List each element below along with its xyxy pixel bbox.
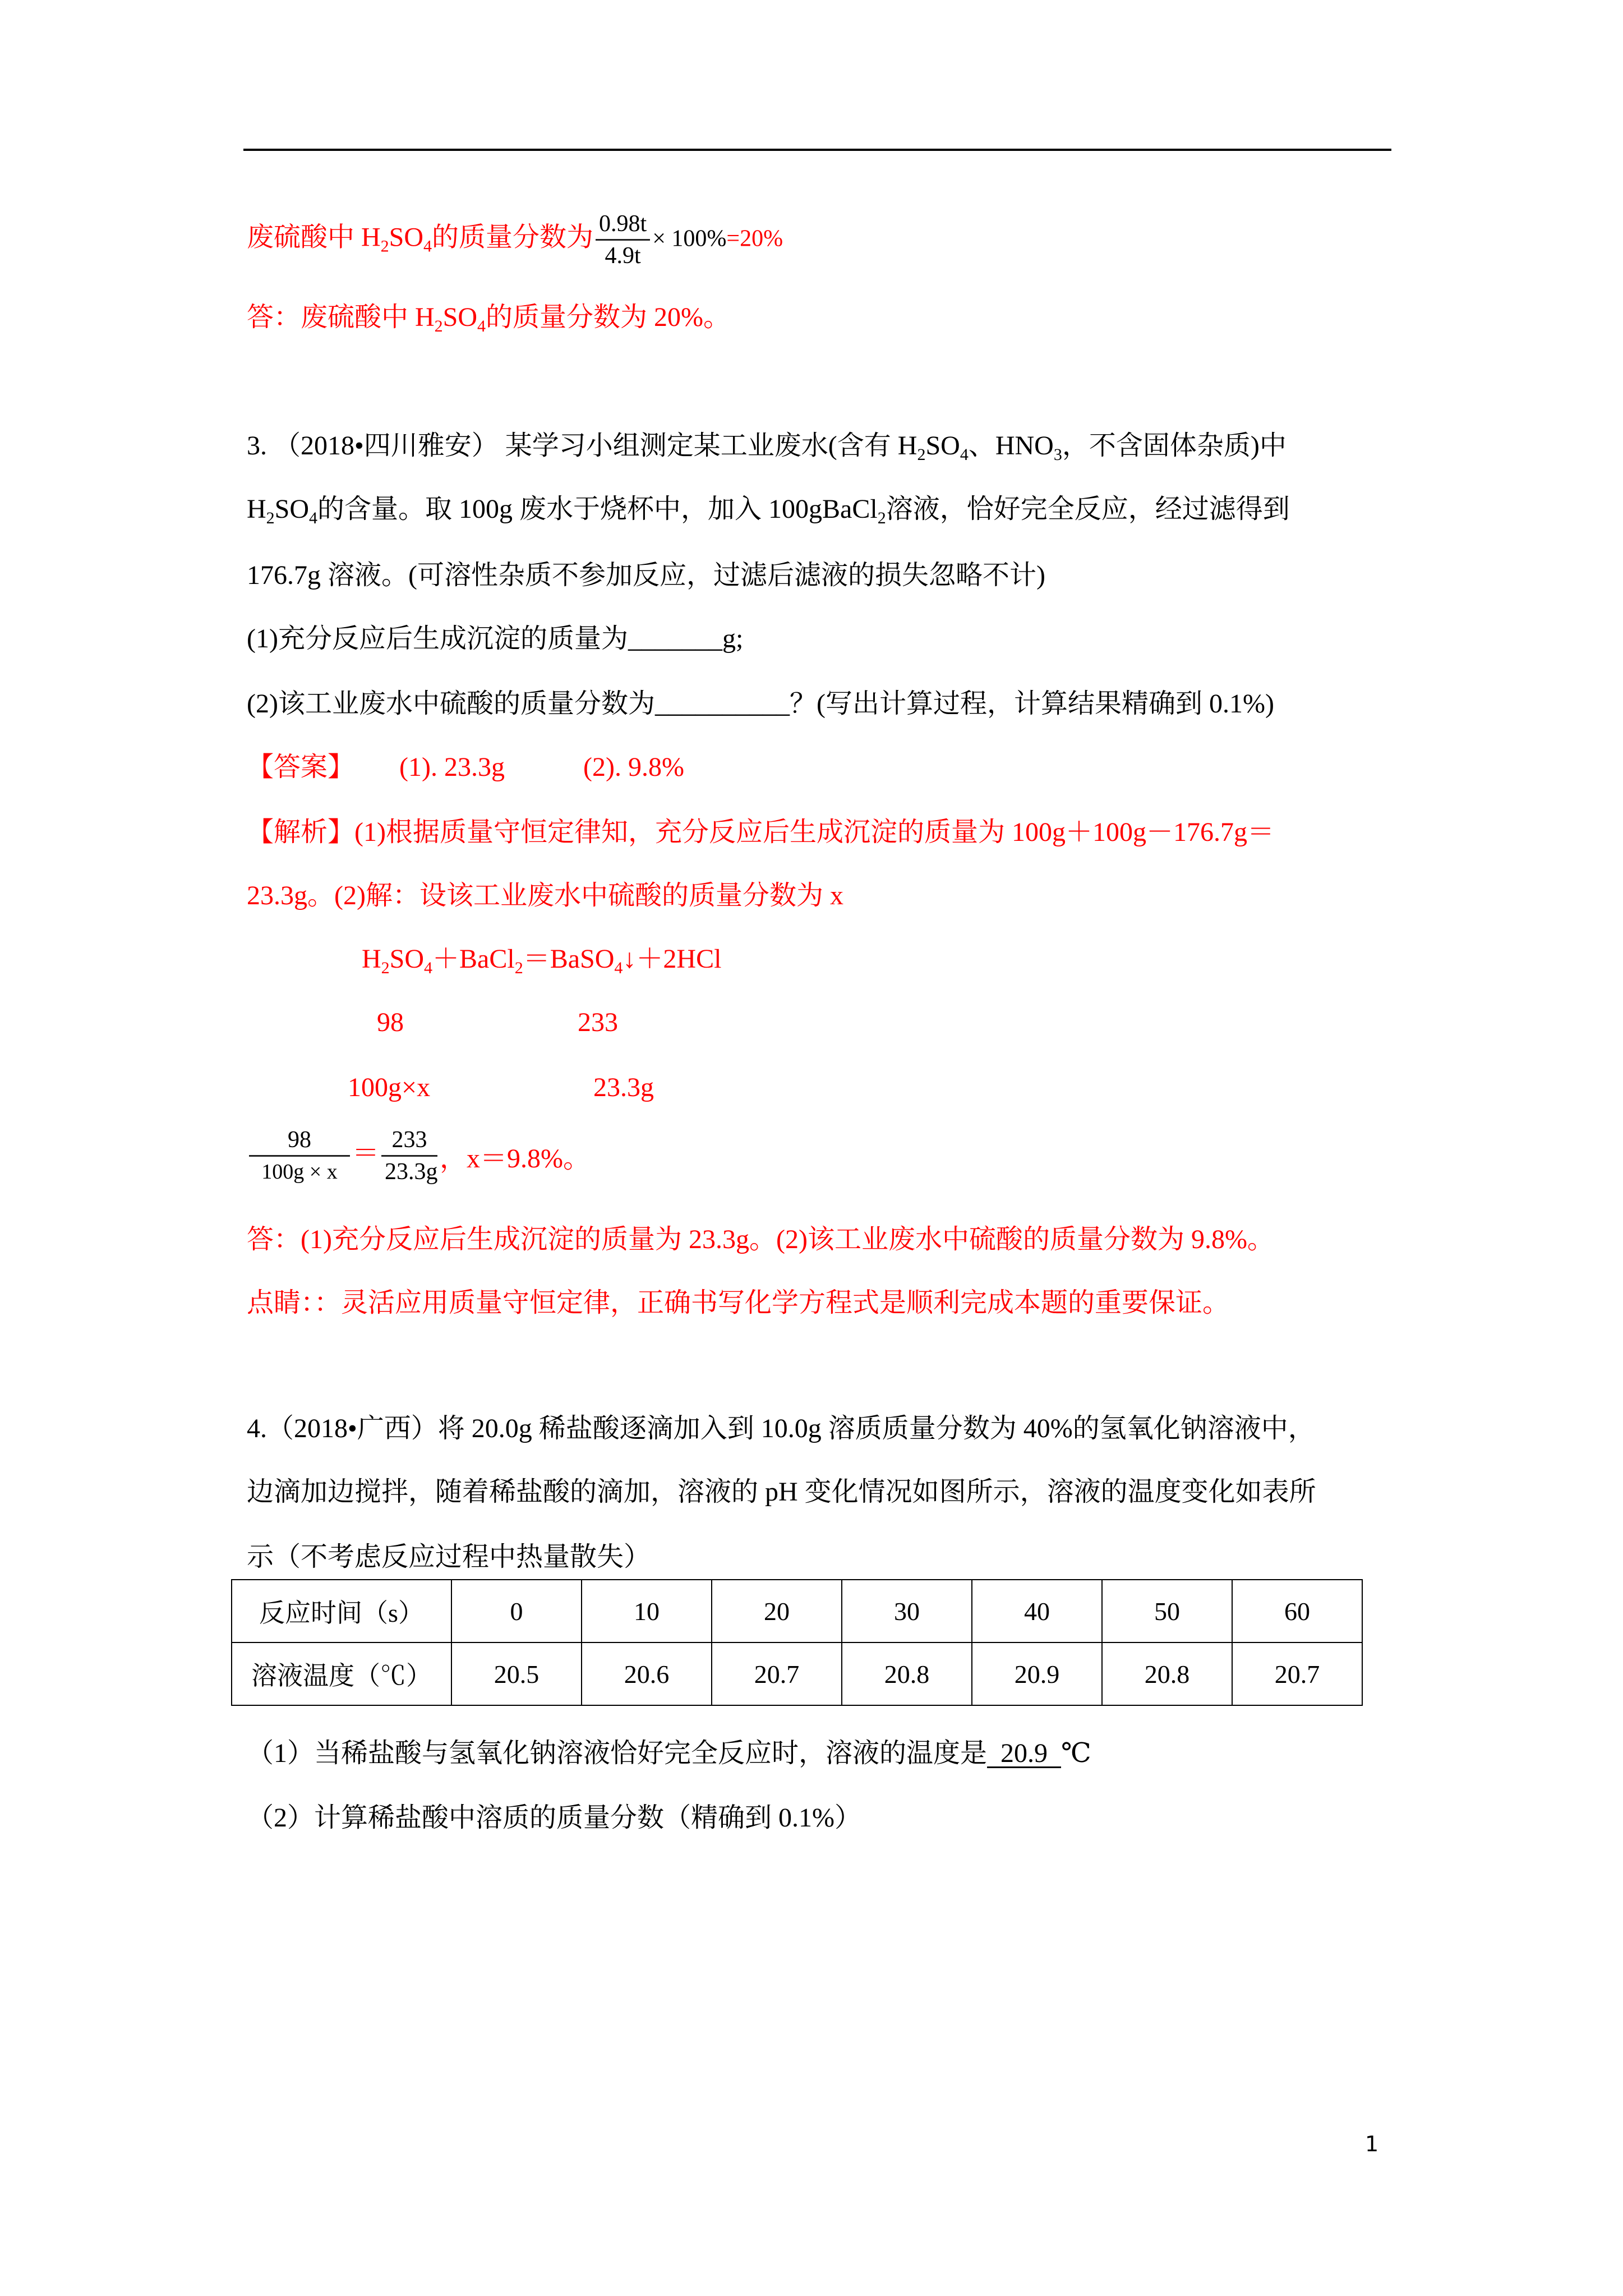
q3-subquestion-1 (247, 622, 743, 656)
solution-result: ，x＝9.8%。 (440, 1144, 591, 1174)
fraction-left (249, 1125, 350, 1187)
table-cell: 40 (972, 1580, 1102, 1642)
row-header: 反应时间（s） (232, 1580, 451, 1642)
q3-analysis-line1 (247, 816, 1274, 849)
q3-analysis-line2: 23.3g。(2)解：设该工业废水中硫酸的质量分数为 x (247, 881, 843, 910)
q4-text: （1）当稀盐酸与氢氧化钠溶液恰好完全反应时，溶液的温度是 (247, 1738, 988, 1768)
table-cell: 20.8 (1102, 1642, 1232, 1705)
q3-stem-line2 (247, 493, 1290, 526)
answer-text: 答：废硫酸中 H (247, 302, 435, 332)
filled-answer: 20.9 (987, 1738, 1062, 1768)
subscript: 4 (614, 959, 623, 977)
answer-part-2: (2). 9.8% (583, 752, 684, 782)
subscript: 2 (266, 509, 275, 527)
answer-text: SO (442, 302, 478, 332)
equation-text: ＋BaCl (432, 944, 515, 974)
calc-text: 的质量分数为 (432, 222, 594, 252)
table-cell: 10 (582, 1580, 712, 1642)
fraction (596, 209, 650, 271)
q3-text: 的含量。取 100g 废水于烧杯中，加入 100gBaCl (317, 494, 878, 524)
subscript: 4 (960, 445, 969, 464)
calc-text: 废硫酸中 H (247, 222, 381, 252)
calc-text: SO (389, 222, 424, 252)
equation-text: H (362, 944, 381, 974)
part1-answer (247, 301, 730, 334)
fraction-denominator: 100g × x (261, 1160, 338, 1184)
q3-tip: 点睛：：灵活应用质量守恒定律，正确书写化学方程式是顺利完成本题的重要保证。 (247, 1288, 1230, 1318)
subscript: 2 (917, 445, 926, 464)
answer-blank: __________ (654, 689, 790, 719)
q3-text: (1)充分反应后生成沉淀的质量为 (247, 624, 628, 654)
table-cell: 20.9 (972, 1642, 1102, 1705)
fraction-numerator: 0.98t (599, 211, 647, 237)
table-row (232, 1580, 1362, 1642)
table-cell: 20.6 (582, 1642, 712, 1705)
table-cell: 0 (451, 1580, 582, 1642)
unit-celsius: ℃ (1061, 1738, 1091, 1768)
subscript: 4 (424, 959, 433, 977)
analysis-label: 【解析】 (247, 817, 355, 847)
subscript: 4 (309, 509, 318, 527)
header-rule (243, 149, 1391, 151)
table-cell: 20.7 (1232, 1642, 1362, 1705)
answer-label: 【答案】 (247, 752, 355, 782)
q3-stem-line1 (247, 429, 1287, 463)
table-cell: 30 (842, 1580, 972, 1642)
q3-text: 、HNO (968, 431, 1054, 461)
answer-blank: _______ (628, 624, 722, 654)
q3-conclusion: 答：(1)充分反应后生成沉淀的质量为 23.3g。(2)该工业废水中硫酸的质量分数为 9.8%。 (247, 1225, 1274, 1254)
page-number: 1 (1365, 2132, 1379, 2156)
calc-result: =20% (726, 226, 783, 252)
q4-stem-line3: 示（不考虑反应过程中热量散失） (247, 1542, 651, 1572)
subscript: 2 (381, 959, 390, 977)
equation-text: SO (389, 944, 425, 974)
q3-answer (247, 751, 684, 784)
chemical-equation (362, 942, 721, 976)
molar-mass-right: 233 (578, 1007, 618, 1037)
subscript: 2 (514, 959, 523, 977)
equation-text: ＝BaSO (523, 944, 615, 974)
amount-left: 100g×x (348, 1073, 431, 1102)
mass-fraction-calculation (247, 209, 783, 271)
table-cell: 20 (712, 1580, 842, 1642)
table-row (232, 1642, 1362, 1705)
q3-text: 3. （2018•四川雅安） 某学习小组测定某工业废水(含有 H (247, 431, 917, 461)
fraction-denominator: 23.3g (385, 1159, 438, 1185)
q3-text: ，不含固体杂质)中 (1062, 431, 1287, 461)
fraction-denominator: 4.9t (605, 243, 641, 269)
subscript: 4 (423, 237, 432, 256)
row-header: 溶液温度（℃） (232, 1642, 451, 1705)
q3-text: (2)该工业废水中硫酸的质量分数为 (247, 689, 655, 719)
equals-sign: ＝ (352, 1138, 380, 1168)
q3-stem-line3: 176.7g 溶液。(可溶性杂质不参加反应，过滤后滤液的损失忽略不计) (247, 560, 1045, 590)
q4-subquestion-2: （2）计算稀盐酸中溶质的质量分数（精确到 0.1%） (247, 1803, 861, 1833)
q3-text: ？(写出计算过程，计算结果精确到 0.1%) (789, 689, 1274, 719)
table-cell: 50 (1102, 1580, 1232, 1642)
amount-right: 23.3g (593, 1073, 654, 1102)
answer-text: 的质量分数为 20%。 (486, 302, 731, 332)
subscript: 2 (877, 509, 886, 527)
subscript: 3 (1053, 445, 1062, 464)
table-cell: 20.8 (842, 1642, 972, 1705)
fraction-numerator: 98 (288, 1127, 311, 1153)
subscript: 4 (477, 317, 486, 335)
answer-part-1: (1). 23.3g (399, 752, 505, 782)
temperature-table (231, 1579, 1363, 1706)
q4-stem-line1: 4.（2018•广西）将 20.0g 稀盐酸逐滴加入到 10.0g 溶质质量分数为 40%的氢氧化钠溶液中， (247, 1414, 1315, 1443)
subscript: 2 (434, 317, 443, 335)
subscript: 2 (380, 237, 389, 256)
q3-text: SO (925, 431, 960, 461)
times-100-percent: × 100% (652, 226, 727, 252)
table-cell: 20.7 (712, 1642, 842, 1705)
q3-text: 溶液，恰好完全反应，经过滤得到 (886, 494, 1290, 524)
q4-subquestion-1 (247, 1737, 1091, 1770)
q3-text: H (247, 494, 266, 524)
proportion-equation (247, 1125, 590, 1187)
equation-text: ↓＋2HCl (623, 944, 722, 974)
q3-subquestion-2 (247, 687, 1274, 721)
fraction-right (381, 1125, 437, 1187)
table-cell: 20.5 (451, 1642, 582, 1705)
table-cell: 60 (1232, 1580, 1362, 1642)
q3-text: SO (274, 494, 310, 524)
fraction-numerator: 233 (391, 1127, 427, 1153)
molar-mass-left: 98 (377, 1007, 404, 1037)
q4-stem-line2: 边滴加边搅拌，随着稀盐酸的滴加，溶液的 pH 变化情况如图所示，溶液的温度变化如表所 (247, 1477, 1316, 1507)
analysis-text: (1)根据质量守恒定律知，充分反应后生成沉淀的质量为 100g＋100g－176.7g＝ (354, 817, 1274, 847)
q3-text: g; (722, 624, 744, 654)
